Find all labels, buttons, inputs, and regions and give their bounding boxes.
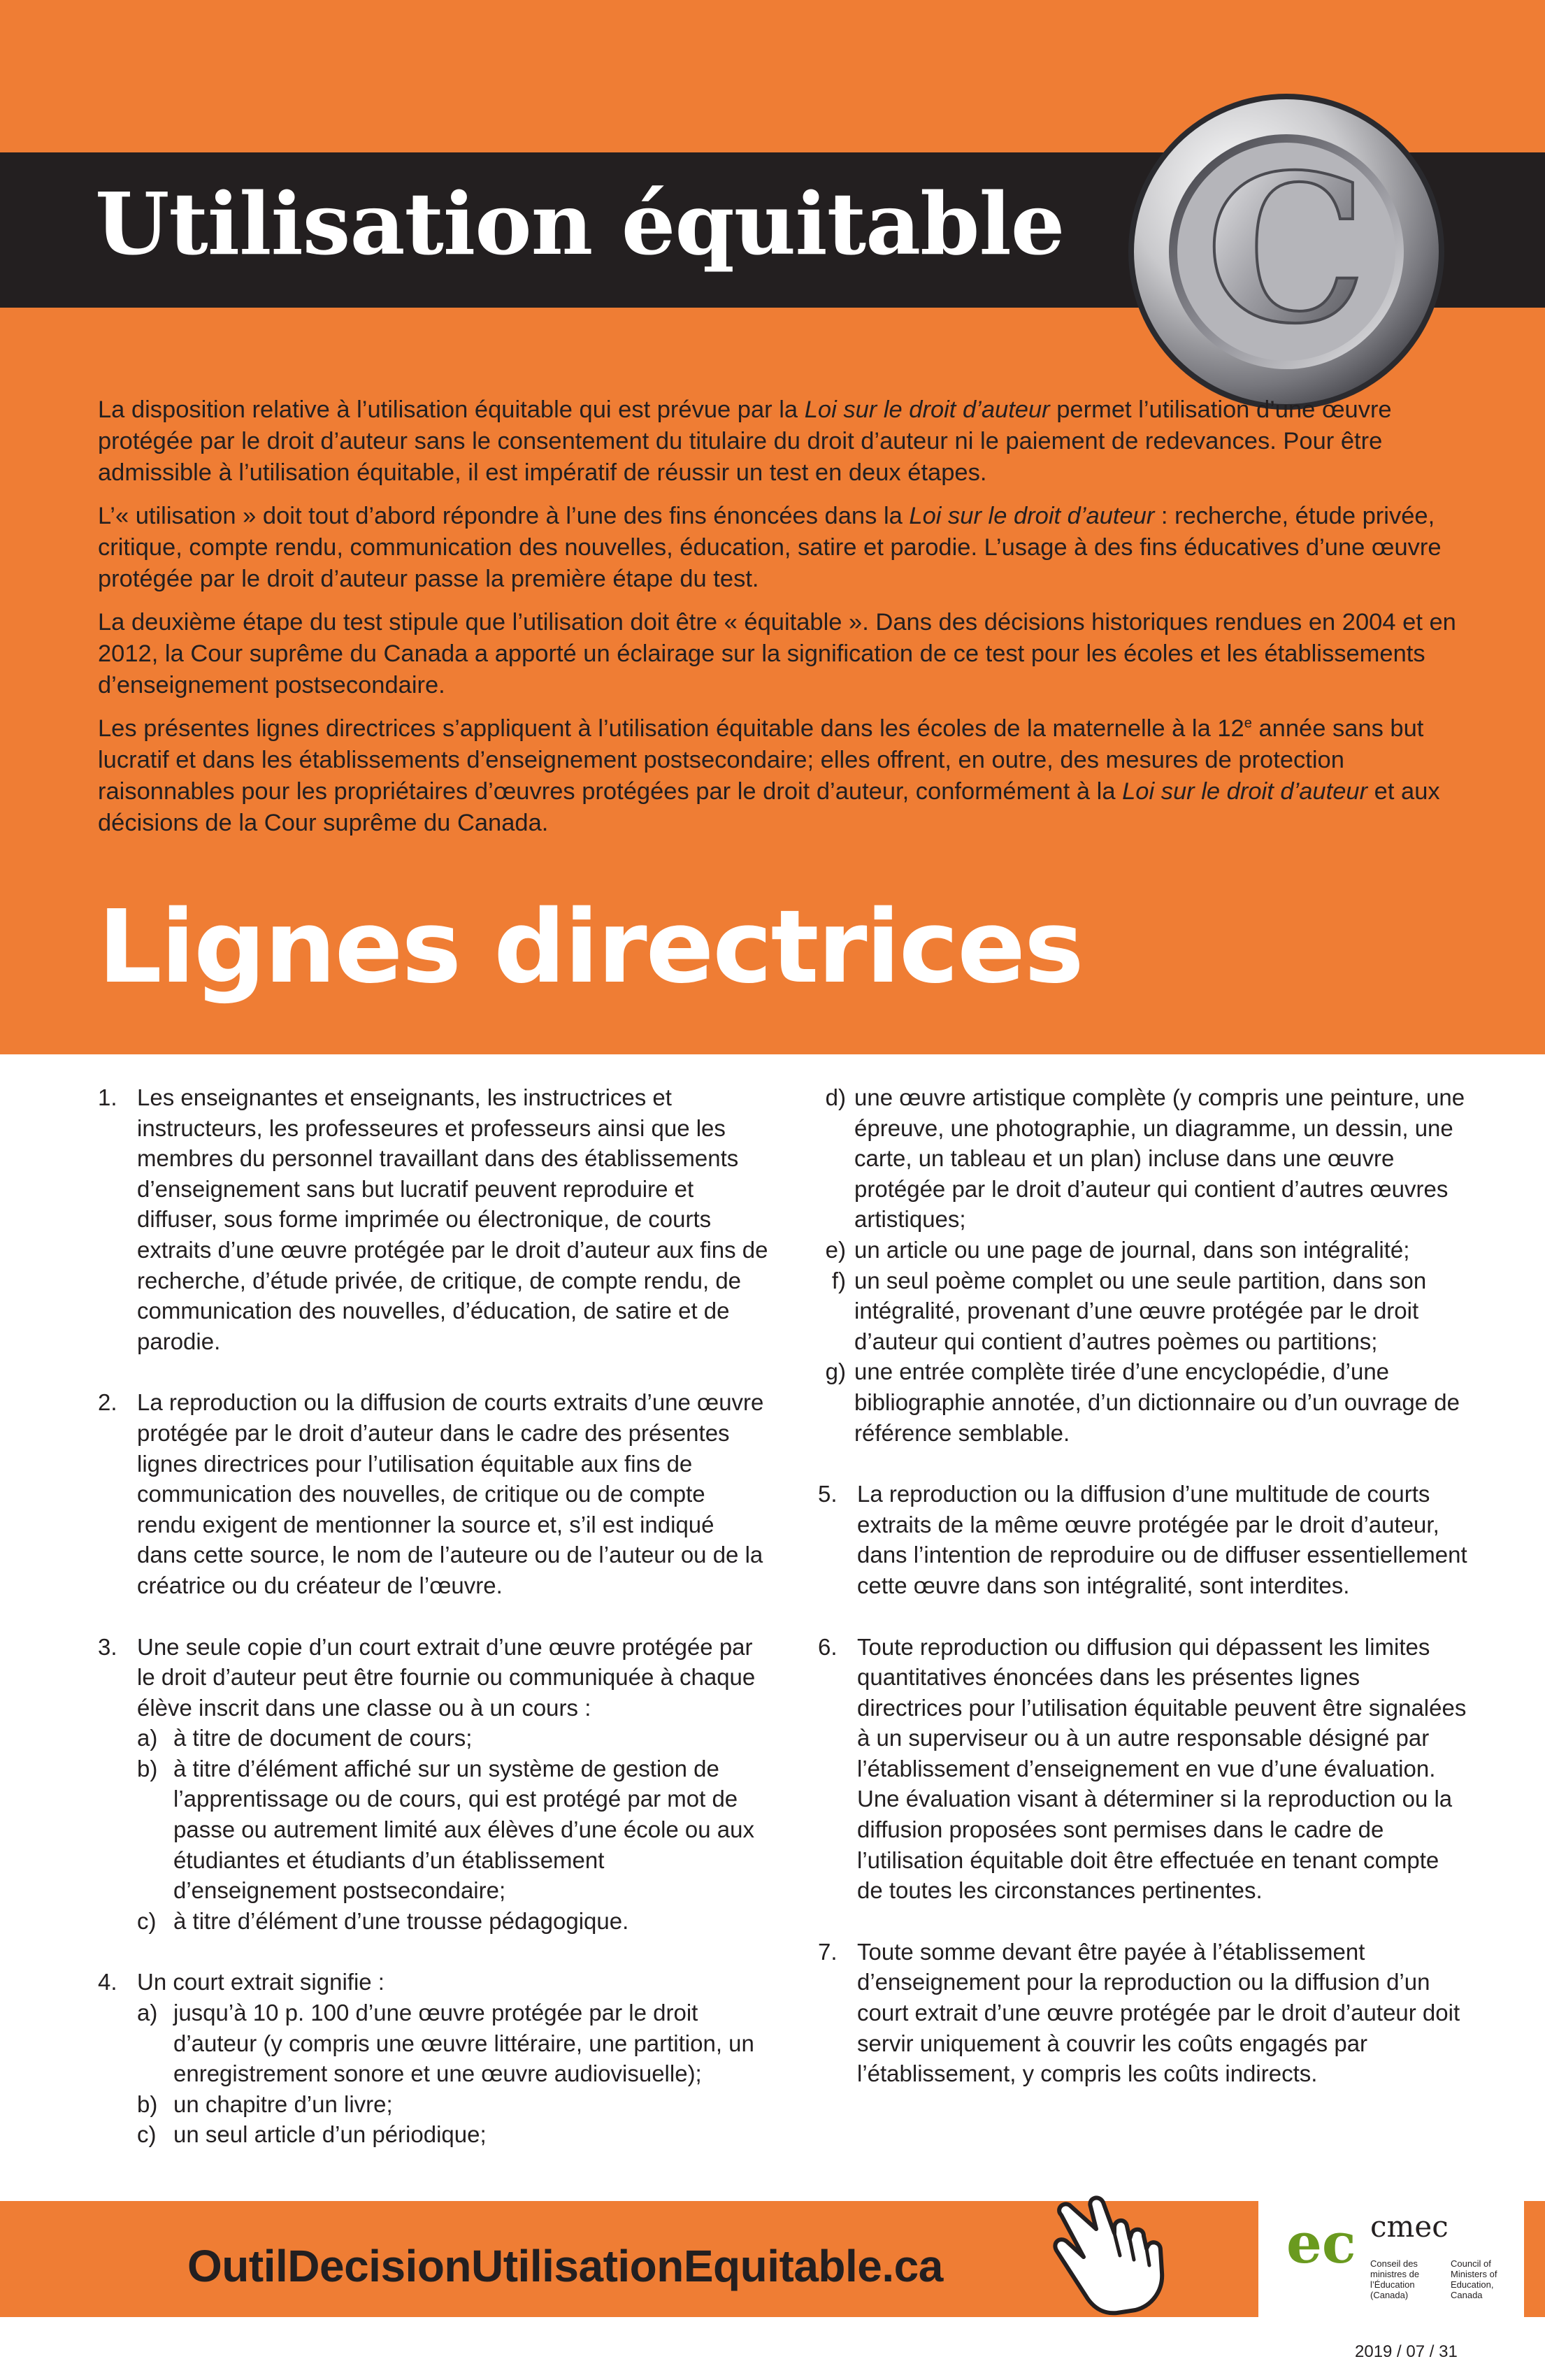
sub-item: b) un chapitre d’un livre; bbox=[137, 2091, 393, 2117]
guideline-item-4 bbox=[98, 1967, 769, 2150]
page-title: Utilisation équitable bbox=[95, 173, 1065, 274]
sub-item: e) un article ou une page de journal, dans son intégralité; bbox=[825, 1236, 1410, 1263]
hand-pointer-icon bbox=[1042, 2179, 1181, 2318]
intro-paragraph-1: La disposition relative à l’utilisation équitable qui est prévue par la Loi sur le droit d’auteur permet l’utilisation d’une œuvre protégée par le droit d’auteur sans le consentement du titulaire du droit d’auteur ni le paiement de redevances. Pour être admissible à l’utilisation équitable, il est impératif de réussir un test en deux étapes. bbox=[98, 396, 1392, 486]
guideline-item-1 bbox=[98, 1082, 769, 1356]
guideline-item-7 bbox=[818, 1937, 1468, 2089]
ec-logo-mark bbox=[1279, 2202, 1356, 2279]
copyright-icon bbox=[1119, 84, 1454, 420]
sub-item: b) à titre d’élément affiché sur un système de gestion de l’apprentissage ou de cours, qui est protégé par mot de passe ou autrement limité aux élèves d’une école ou aux étudiantes et étudiants d’un établissement d’enseignement postsecondaire; bbox=[137, 1755, 755, 1904]
logo-french-name: Conseil des ministres de l’Éducation (Canada) bbox=[1370, 2258, 1420, 2300]
cmec-wordmark: cmec bbox=[1370, 2209, 1449, 2244]
item-number: 2. bbox=[98, 1389, 117, 1416]
item-number: 7. bbox=[818, 1938, 838, 1965]
item-number: 5. bbox=[818, 1481, 838, 1507]
sub-item: f) un seul poème complet ou une seule partition, dans son intégralité, provenant d’une œuvre protégée par le droit d’auteur qui contient d’autres poèmes ou partitions; bbox=[831, 1267, 1427, 1354]
guidelines-left-column bbox=[98, 1082, 769, 2150]
item-text: La reproduction ou la diffusion de courts extraits d’une œuvre protégée par le droit d’auteur dans le cadre des présentes lignes directrices pour l’utilisation équitable aux fins de communication des nouvelles, de critique ou de compte rendu exigent de mentionner la source et, s’il est indiqué dans cette source, le nom de l’auteure ou de l’auteur ou de la créatrice ou du créateur de l’œuvre. bbox=[137, 1389, 764, 1598]
intro-paragraph-4: Les présentes lignes directrices s’appliquent à l’utilisation équitable dans les écoles de la maternelle à la 12e année sans but lucratif et dans les établissements d’enseignement postsecondaire; elles offrent, en outre, des mesures de protection raisonnables pour les propriétaires d’œuvres protégées par le droit d’auteur, conformément à la Loi sur le droit d’auteur et aux décisions de la Cour suprême du Canada. bbox=[98, 715, 1440, 836]
item-number: 6. bbox=[818, 1633, 838, 1660]
guidelines-title: Lignes directrices bbox=[98, 888, 1083, 1005]
sub-item: g) une entrée complète tirée d’une encyclopédie, d’une bibliographie annotée, d’un dictionnaire ou d’un ouvrage de référence semblable. bbox=[825, 1359, 1460, 1446]
guideline-item-5 bbox=[818, 1479, 1468, 1600]
guideline-item-2 bbox=[98, 1387, 769, 1600]
sub-item: c) un seul article d’un périodique; bbox=[137, 2121, 487, 2148]
logo-english-name: Council of Ministers of Education, Canada bbox=[1451, 2258, 1497, 2300]
sub-item: a) à titre de document de cours; bbox=[137, 1725, 473, 1751]
item-text: La reproduction ou la diffusion d’une multitude de courts extraits de la même œuvre protégée par le droit d’auteur, dans l’intention de reproduire ou de diffuser essentiellement cette œuvre dans son intégralité, sont interdites. bbox=[857, 1481, 1467, 1598]
publication-date: 2019 / 07 / 31 bbox=[1355, 2342, 1458, 2361]
intro-paragraph-3: La deuxième étape du test stipule que l’utilisation doit être « équitable ». Dans des décisions historiques rendues en 2004 et en 2012, la Cour suprême du Canada a apporté un éclairage sur la signification de ce test pour les écoles et les établissements d’enseignement postsecondaire. bbox=[98, 609, 1456, 698]
cmec-logo bbox=[1258, 2188, 1524, 2328]
sub-item: c) à titre d’élément d’une trousse pédagogique. bbox=[137, 1907, 629, 1934]
item-text: Toute somme devant être payée à l’établissement d’enseignement pour la reproduction ou la diffusion d’un court extrait d’une œuvre protégée par le droit d’auteur doit servir uniquement à couvrir les coûts engagés par l’établissement, y compris les coûts indirects. bbox=[857, 1938, 1460, 2087]
item-text: Les enseignantes et enseignants, les instructrices et instructeurs, les professeures et professeurs ainsi que les membres du personnel travaillant dans des établissements d’enseignement sans but lucratif peuvent reproduire et diffuser, sous forme imprimée ou électronique, de courts extraits d’une œuvre protégée par le droit d’auteur aux fins de recherche, d’étude privée, de critique, de compte rendu, de communication des nouvelles, d’éducation, de satire et de parodie. bbox=[137, 1084, 768, 1354]
guideline-item-3 bbox=[98, 1632, 769, 1937]
item-text: Toute reproduction ou diffusion qui dépassent les limites quantitatives énoncées dans les présentes lignes directrices pour l’utilisation équitable peuvent être signalées à un superviseur ou à un autre responsable désigné par l’établissement d’enseignement en vue d’une évaluation. Une évaluation visant à déterminer si la reproduction ou la diffusion proposées sont permises dans le cadre de l’utilisation équitable doit être effectuée en tenant compte de toutes les circonstances pertinentes. bbox=[857, 1633, 1467, 1904]
item-number: 4. bbox=[98, 1969, 117, 1995]
item-text: Un court extrait signifie : bbox=[137, 1969, 385, 1995]
guidelines-right-column bbox=[818, 1082, 1468, 2089]
svg-text:ec: ec bbox=[1286, 2210, 1356, 2276]
intro-section bbox=[98, 394, 1468, 851]
sub-item: d) une œuvre artistique complète (y compris une peinture, une épreuve, une photographie, un diagramme, un dessin, une carte, un tableau et un plan) incluse dans une œuvre protégée par le droit d’auteur qui contient d’autres œuvres artistiques; bbox=[825, 1084, 1465, 1233]
intro-paragraph-2: L’« utilisation » doit tout d’abord répondre à l’une des fins énoncées dans la Loi sur le droit d’auteur : recherche, étude privée, critique, compte rendu, communication des nouvelles, éducation, satire et parodie. L’usage à des fins éducatives d’une œuvre protégée par le droit d’auteur passe la première étape du test. bbox=[98, 503, 1442, 592]
guideline-item-6 bbox=[818, 1632, 1468, 1906]
sub-item: a) jusqu’à 10 p. 100 d’une œuvre protégée par le droit d’auteur (y compris une œuvre littéraire, une partition, un enregistrement sonore et une œuvre audiovisuelle); bbox=[137, 2000, 754, 2087]
item-number: 3. bbox=[98, 1633, 117, 1660]
website-link[interactable]: OutilDecisionUtilisationEquitable.ca bbox=[187, 2241, 943, 2291]
item-text: Une seule copie d’un court extrait d’une œuvre protégée par le droit d’auteur peut être fournie ou communiquée à chaque élève inscrit dans une classe ou à un cours : bbox=[137, 1633, 756, 1721]
copyright-letter: C bbox=[1205, 131, 1367, 368]
item-number: 1. bbox=[98, 1084, 117, 1110]
